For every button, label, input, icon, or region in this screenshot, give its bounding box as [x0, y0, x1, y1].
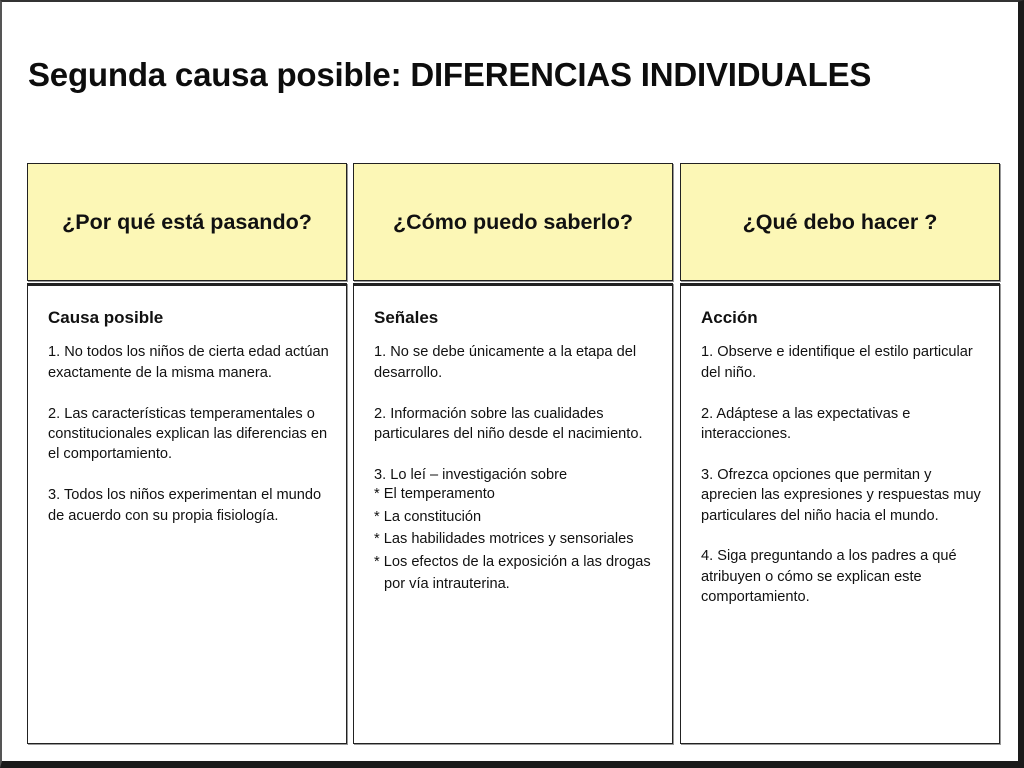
- sub-item: * Las habilidades motrices y sensoriales: [374, 531, 634, 548]
- column-why: [27, 163, 347, 744]
- column-what: [680, 163, 1000, 744]
- list-item: 3. Todos los niños experimentan el mundo de acuerdo con su propia fisiología.: [48, 487, 322, 524]
- body-heading-causa: Causa posible: [48, 308, 164, 327]
- column-header-what: ¿Qué debo hacer ?: [680, 163, 1000, 281]
- body-heading-senales: Señales: [374, 308, 439, 327]
- list-item: 1. Observe e identifique el estilo particular del niño.: [701, 344, 973, 381]
- column-header-why: ¿Por qué está pasando?: [27, 163, 347, 281]
- list-item: 4. Siga preguntando a los padres a qué atribuyen o cómo se explican este comportamiento.: [701, 548, 957, 606]
- column-body-how: [353, 283, 673, 744]
- list-item: 1. No se debe únicamente a la etapa del desarrollo.: [374, 344, 637, 381]
- sub-item: * La constitución: [374, 508, 482, 525]
- column-body-what: [680, 283, 1000, 744]
- column-header-how: ¿Cómo puedo saberlo?: [353, 163, 673, 281]
- slide-title: Segunda causa posible: DIFERENCIAS INDIVIDUALES: [28, 56, 872, 93]
- list-item: 2. Las características temperamentales o constitucionales explican las diferencias en el comportamiento.: [48, 405, 328, 463]
- body-heading-accion: Acción: [701, 308, 758, 327]
- column-how: [353, 163, 673, 744]
- list-item: 2. Adáptese a las expectativas e interacciones.: [701, 405, 911, 443]
- sub-item: * El temperamento: [374, 486, 495, 503]
- sub-item: * Los efectos de la exposición a las drogas por vía intrauterina.: [374, 553, 651, 593]
- list-item: 3. Ofrezca opciones que permitan y aprecien las expresiones y respuestas muy particulares del niño hacia el mundo.: [701, 466, 981, 524]
- column-body-why: [27, 283, 347, 744]
- list-item: 2. Información sobre las cualidades particulares del niño desde el nacimiento.: [374, 405, 643, 443]
- list-item: 1. No todos los niños de cierta edad actúan exactamente de la misma manera.: [48, 344, 329, 381]
- list-item: 3. Lo leí – investigación sobre: [374, 466, 568, 483]
